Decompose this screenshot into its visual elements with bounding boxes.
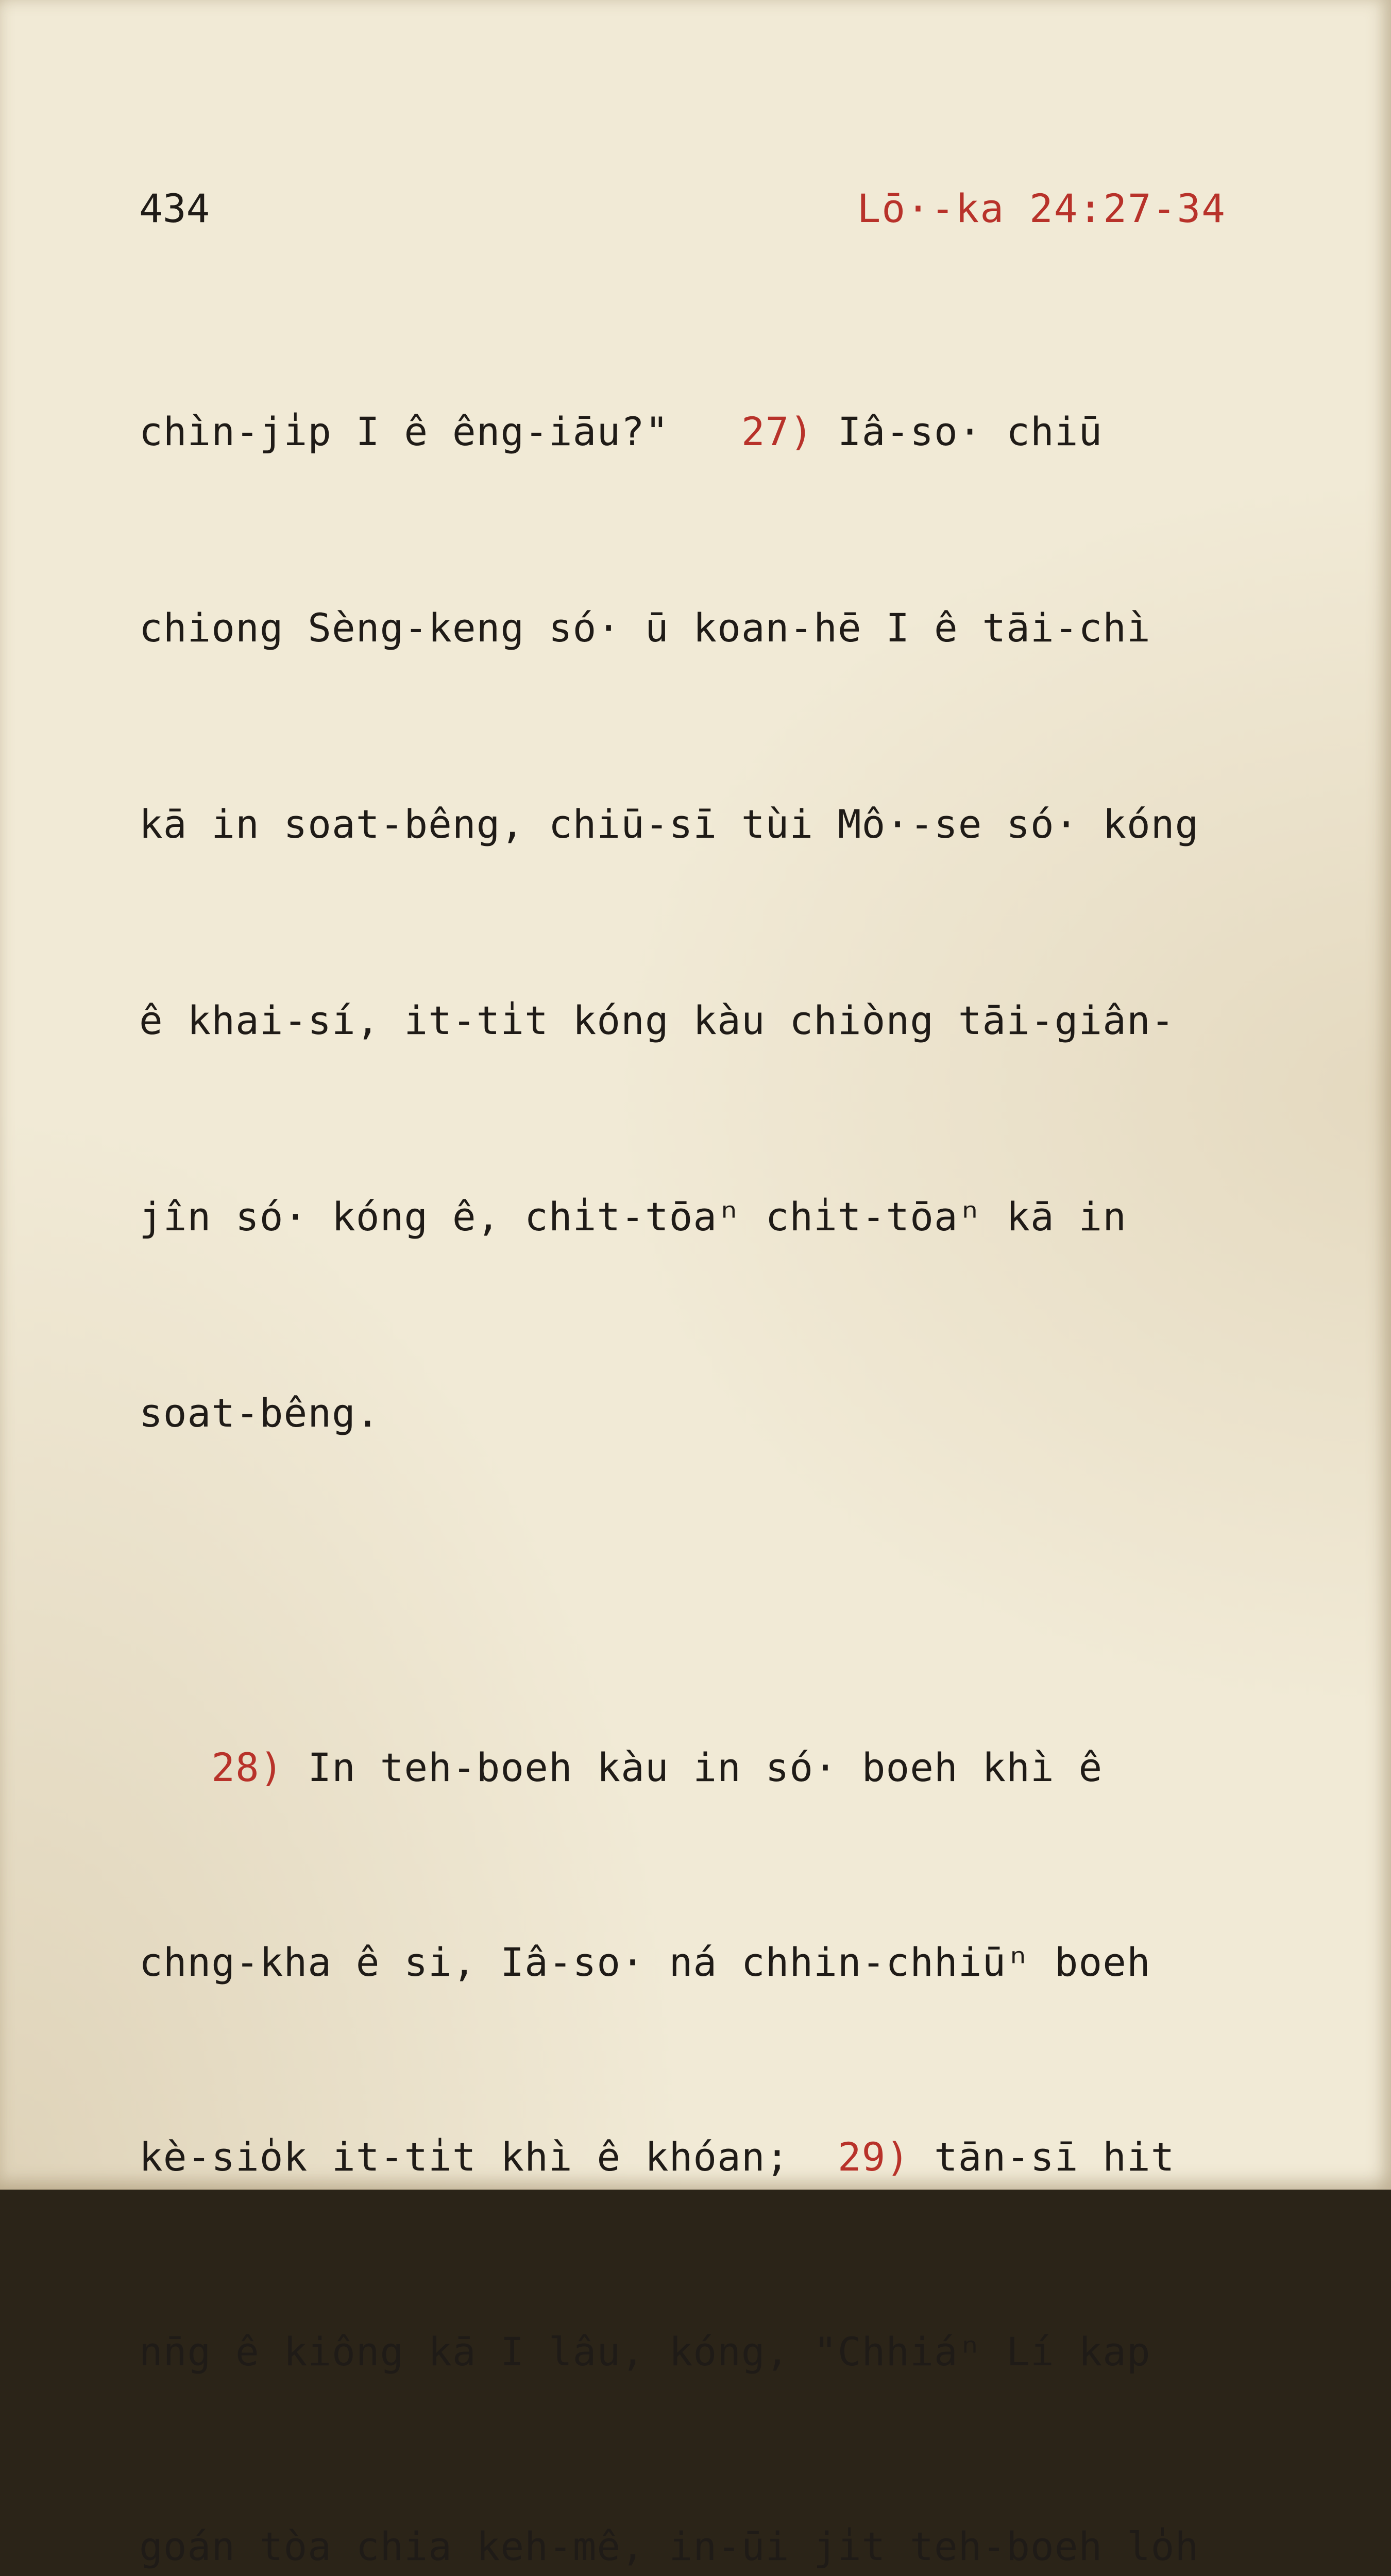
text-line: kā in soat-bêng, chiū-sī tùi Mô·-se só· kóng: [139, 801, 1199, 847]
verse-number: 27): [741, 409, 814, 454]
text-line: jîn só· kóng ê, chi̍t-tōaⁿ chi̍t-tōaⁿ kā in: [139, 1194, 1127, 1240]
text-line: chìn-ji̍p I ê êng-iāu?" 27) Iâ-so· chiū: [139, 409, 1103, 454]
running-head: Lō·-ka 24:27-34: [857, 185, 1226, 231]
text-line: nn̄g ê kiông kā I lâu, kóng, "Chhiáⁿ Lí kap: [139, 2329, 1151, 2375]
text-line: kè-sio̍k it-ti̍t khì ê khóan; 29) tān-sī hit: [139, 2134, 1175, 2180]
text-line: soat-bêng.: [139, 1390, 380, 1436]
text-line: chiong Sèng-keng só· ū koan-hē I ê tāi-chì: [139, 605, 1151, 651]
text-line: chng-kha ê si, Iâ-so· ná chhin-chhiūⁿ boeh: [139, 1939, 1151, 1985]
text-line: 28) In teh-boeh kàu in só· boeh khì ê: [211, 1744, 1103, 1790]
page-header: [139, 180, 1226, 237]
paragraph-verse-27: [139, 268, 1303, 1577]
text-line: ê khai-sí, it-ti̍t kóng kàu chiòng tāi-giân-: [139, 997, 1175, 1043]
text-line: goán tòa chia keh-mê, in-ūi ji̍t teh-boeh lo̍h: [139, 2523, 1199, 2569]
verse-number: 29): [837, 2134, 910, 2180]
verse-number: 28): [211, 1744, 284, 1790]
page-number: 434: [139, 185, 210, 231]
paragraph-verse-28: [139, 1605, 1303, 2576]
body-text: [139, 268, 1303, 2576]
